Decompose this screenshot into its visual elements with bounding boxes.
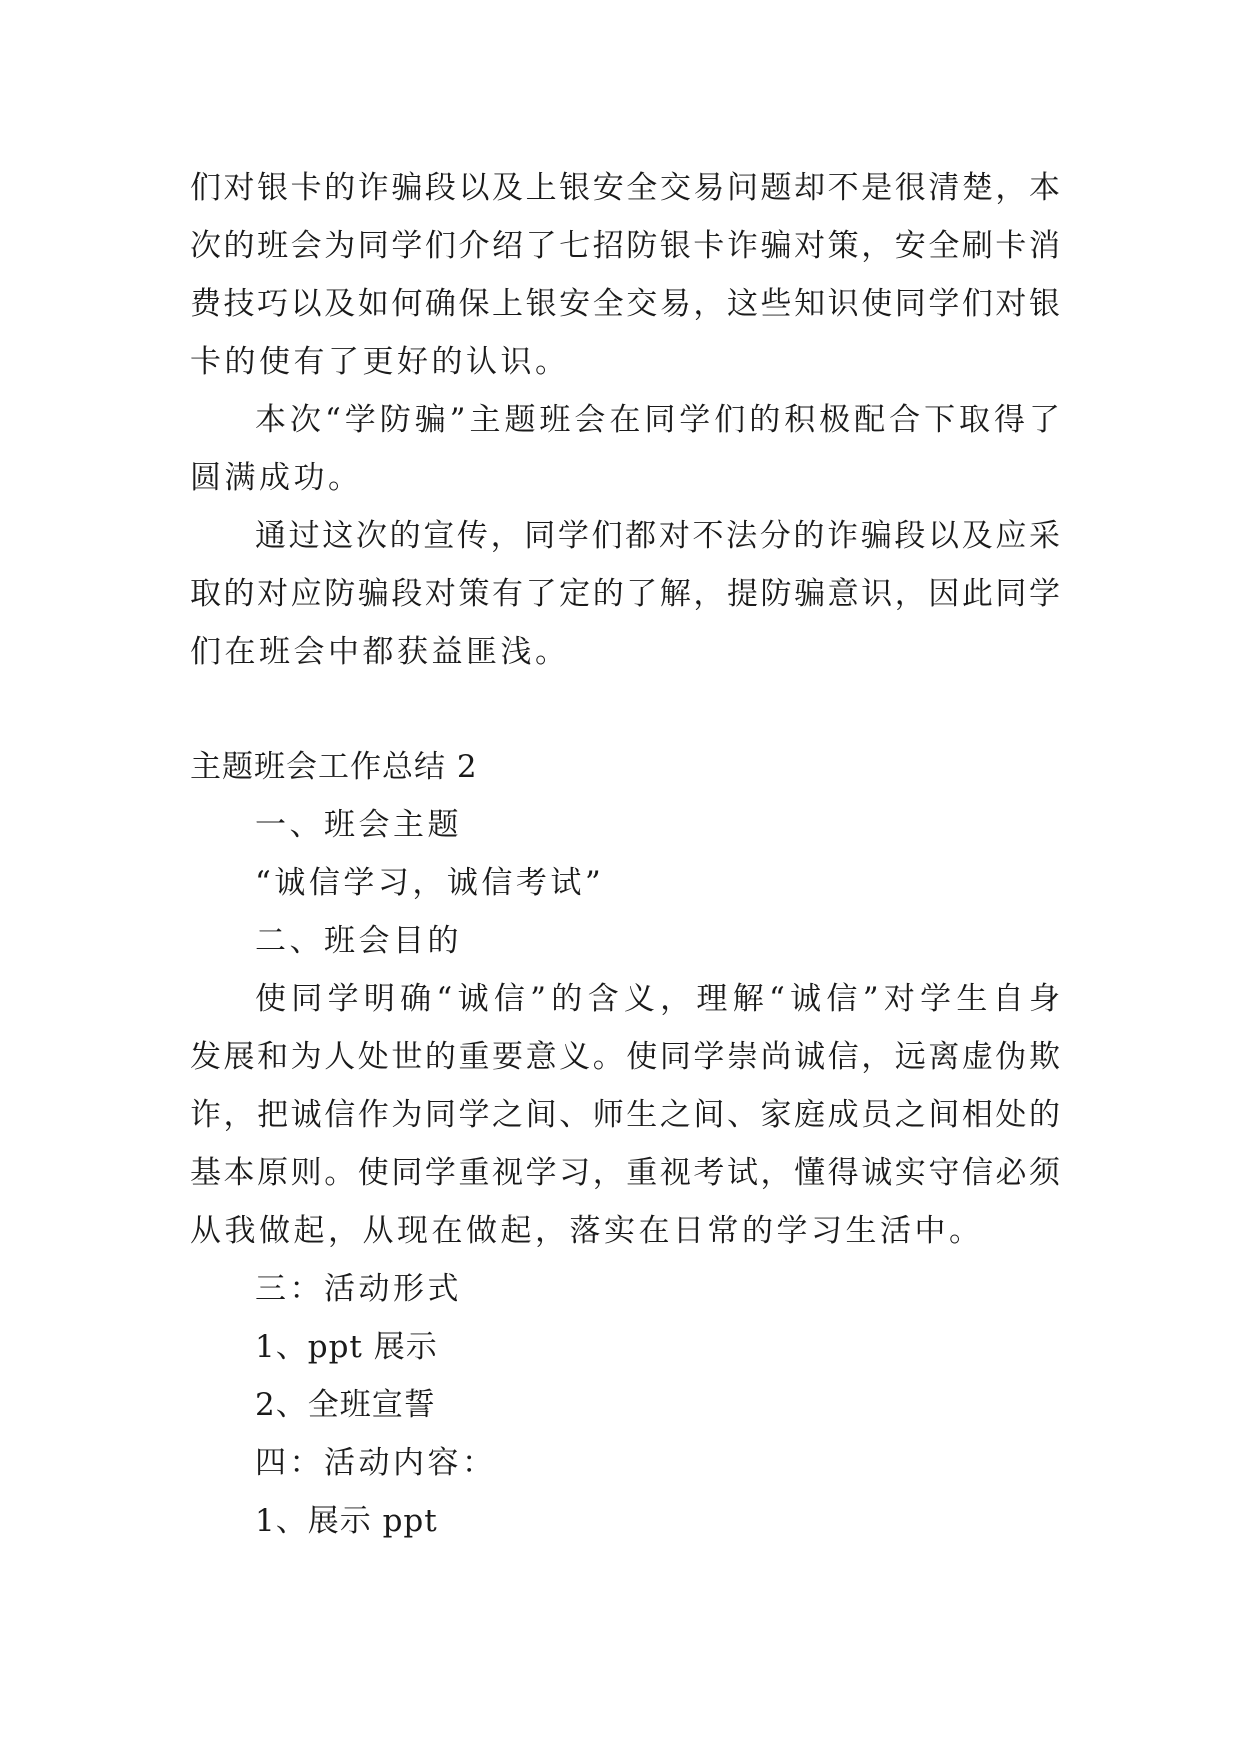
paragraph-line: 们对银卡的诈骗段以及上银安全交易问题却不是很清楚，本 [190,170,1060,206]
section-heading: 一、班会主题 [255,807,462,843]
paragraph-line: 圆满成功。 [190,460,363,496]
paragraph-line: 发展和为人处世的重要意义。使同学崇尚诚信，远离虚伪欺 [190,1039,1060,1075]
list-item: 2、全班宣誓 [255,1387,436,1423]
section-heading: 二、班会目的 [255,923,462,959]
section-heading: 四：活动内容： [255,1445,497,1481]
paragraph-line: 次的班会为同学们介绍了七招防银卡诈骗对策，安全刷卡消 [190,228,1060,264]
paragraph-line: 卡的使有了更好的认识。 [190,344,570,380]
paragraph-line: 从我做起，从现在做起，落实在日常的学习生活中。 [190,1213,984,1249]
section-heading: 三：活动形式 [255,1271,462,1307]
section-text: “诚信学习，诚信考试” [255,865,605,901]
paragraph-line: 取的对应防骗段对策有了定的了解，提防骗意识，因此同学 [190,576,1060,612]
paragraph-line: 们在班会中都获益匪浅。 [190,634,570,670]
paragraph-line: 费技巧以及如何确保上银安全交易，这些知识使同学们对银 [190,286,1060,322]
list-item: 1、ppt 展示 [255,1329,438,1365]
paragraph-line: 通过这次的宣传，同学们都对不法分的诈骗段以及应采 [255,518,1060,554]
paragraph-line: 使同学明确“诚信”的含义，理解“诚信”对学生自身 [255,981,1060,1017]
list-item: 1、展示 ppt [255,1503,438,1539]
section-title: 主题班会工作总结 2 [190,749,478,785]
paragraph-line: 基本原则。使同学重视学习，重视考试，懂得诚实守信必须 [190,1155,1060,1191]
paragraph-line: 诈，把诚信作为同学之间、师生之间、家庭成员之间相处的 [190,1097,1060,1133]
paragraph-line: 本次“学防骗”主题班会在同学们的积极配合下取得了 [255,402,1060,438]
